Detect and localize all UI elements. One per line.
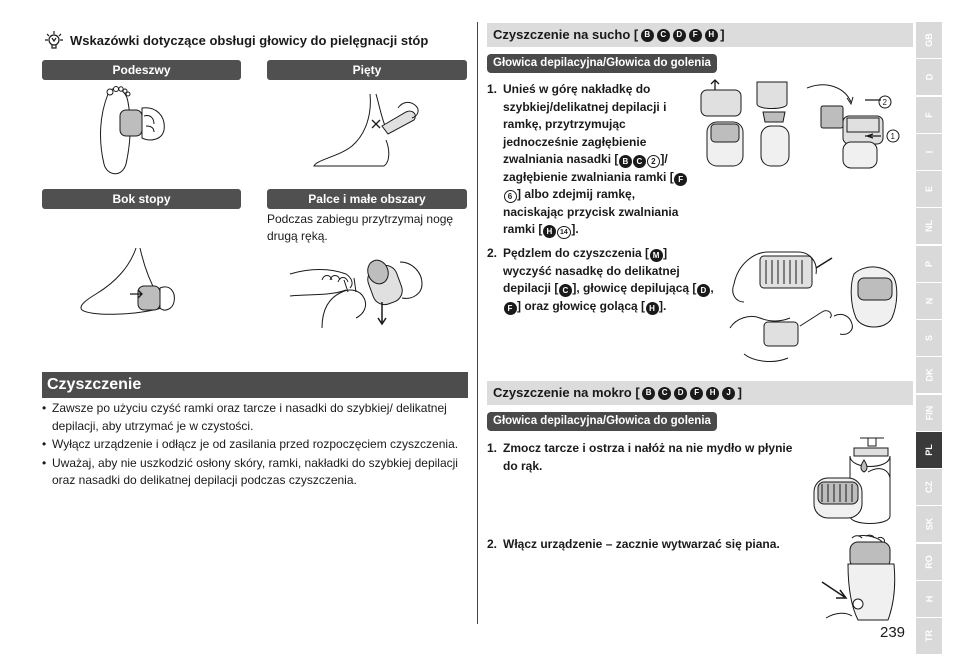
label-heels: Pięty: [267, 60, 467, 80]
callout-2: 2: [882, 98, 887, 107]
dry-subtitle: Głowica depilacyjna/Głowica do golenia: [487, 54, 717, 73]
label-soles: Podeszwy: [42, 60, 241, 80]
lang-tab[interactable]: D: [916, 59, 942, 95]
lang-tab[interactable]: E: [916, 171, 942, 207]
dry-step2-illustration: [724, 244, 914, 370]
column-divider: [477, 22, 478, 624]
dry-step-1: 1. Unieś w górę nakładkę do szybkiej/delikatnej depilacji i ramkę, przytrzymując jednocześnie zagłębienie zwalniania nasadki [ B C 2 ]/ zagłębienie zwalniania ramki [ F6 ] albo zdejmij ramkę, naciskając przycisk zwalniania ramki [ H 14 ].: [487, 81, 697, 239]
lang-tab[interactable]: CZ: [916, 469, 942, 505]
lang-tab[interactable]: GB: [916, 22, 942, 58]
lang-tab-active[interactable]: PL: [916, 432, 942, 468]
lang-tab[interactable]: SK: [916, 506, 942, 542]
ref-letter-icon: J: [722, 387, 735, 400]
wet-step-2: 2. Włącz urządzenie – zacznie wytwarzać się piana.: [487, 537, 780, 551]
label-side: Bok stopy: [42, 189, 241, 209]
ref-letter-icon: M: [650, 249, 663, 262]
lang-tab[interactable]: RO: [916, 544, 942, 580]
cleaning-heading: Czyszczenie: [42, 372, 468, 398]
lang-tab[interactable]: I: [916, 134, 942, 170]
ref-letter-icon: B: [619, 155, 632, 168]
dry-cleaning-heading: [487, 23, 913, 47]
toes-note: Podczas zabiegu przytrzymaj nogę drugą ręką.: [267, 212, 454, 243]
label-toes: Palce i małe obszary: [267, 189, 467, 209]
wet-subtitle: Głowica depilacyjna/Głowica do golenia: [487, 412, 717, 431]
cleaning-bullet: • Wyłącz urządzenie i odłącz je od zasilania przed rozpoczęciem czyszczenia.: [42, 436, 470, 454]
lightbulb-icon: [44, 29, 64, 51]
cleaning-bullet: • Zawsze po użyciu czyść ramki oraz tarcze i nasadki do szybkiej/ delikatnej depilacji, aby utrzymać je w czystości.: [42, 400, 470, 435]
ref-letter-icon: H: [706, 387, 719, 400]
wet-step1-illustration: [808, 436, 912, 530]
dry-step-2: 2. Pędzlem do czyszczenia [ M ] wyczyść nasadkę do delikatnej depilacji [ C ], głowicę depilującą [ D , F ] oraz głowicę golącą [ H ].: [487, 245, 717, 315]
ref-letter-icon: D: [697, 284, 710, 297]
lang-tab[interactable]: N: [916, 283, 942, 319]
wet-step-1: 1. Zmocz tarcze i ostrza i nałóż na nie mydło w płynie do rąk.: [487, 441, 793, 473]
heels-illustration: [312, 90, 424, 172]
ref-letter-icon: F: [689, 29, 702, 42]
ref-letter-icon: H: [543, 225, 556, 238]
side-illustration: [78, 246, 178, 320]
ref-number-icon: 2: [647, 155, 660, 168]
ref-number-icon: 6: [504, 190, 517, 203]
ref-letter-icon: D: [674, 387, 687, 400]
ref-letter-icon: D: [673, 29, 686, 42]
lang-tab[interactable]: S: [916, 320, 942, 356]
callout-1: 1: [890, 132, 895, 141]
lang-tab[interactable]: NL: [916, 208, 942, 244]
ref-letter-icon: C: [559, 284, 572, 297]
tips-heading: [44, 27, 474, 53]
tips-title: Wskazówki dotyczące obsługi głowicy do pielęgnacji stóp: [70, 32, 429, 48]
ref-letter-icon: C: [658, 387, 671, 400]
ref-letter-icon: F: [690, 387, 703, 400]
ref-letter-icon: B: [642, 387, 655, 400]
ref-letter-icon: H: [646, 302, 659, 315]
lang-tab[interactable]: TR: [916, 618, 942, 654]
cleaning-bullet: • Uważaj, aby nie uszkodzić osłony skóry, ramki, nakładki do szybkiej depilacji oraz nasadki do delikatnej depilacji podczas czyszczenia.: [42, 455, 470, 490]
wet-title-end: ]: [737, 385, 742, 400]
wet-cleaning-heading: [487, 381, 913, 405]
toes-illustration: [288, 252, 438, 332]
dry-step1-illustration: [697, 78, 907, 170]
wet-step2-illustration: [818, 534, 910, 626]
ref-letter-icon: F: [504, 302, 517, 315]
lang-tab[interactable]: P: [916, 246, 942, 282]
cleaning-bullets: [42, 400, 470, 491]
ref-letter-icon: H: [705, 29, 718, 42]
ref-letter-icon: C: [633, 155, 646, 168]
lang-tab[interactable]: H: [916, 581, 942, 617]
ref-letter-icon: C: [657, 29, 670, 42]
language-tabs: [916, 22, 942, 655]
ref-letter-icon: B: [641, 29, 654, 42]
soles-illustration: [90, 82, 170, 182]
lang-tab[interactable]: FIN: [916, 395, 942, 431]
wet-title: Czyszczenie na mokro [: [493, 385, 640, 400]
lang-tab[interactable]: F: [916, 97, 942, 133]
ref-number-icon: 14: [557, 226, 571, 239]
dry-title-end: ]: [720, 27, 725, 42]
page-number: 239: [880, 624, 906, 641]
lang-tab[interactable]: DK: [916, 357, 942, 393]
ref-letter-icon: F: [674, 173, 687, 186]
dry-title: Czyszczenie na sucho [: [493, 27, 639, 42]
